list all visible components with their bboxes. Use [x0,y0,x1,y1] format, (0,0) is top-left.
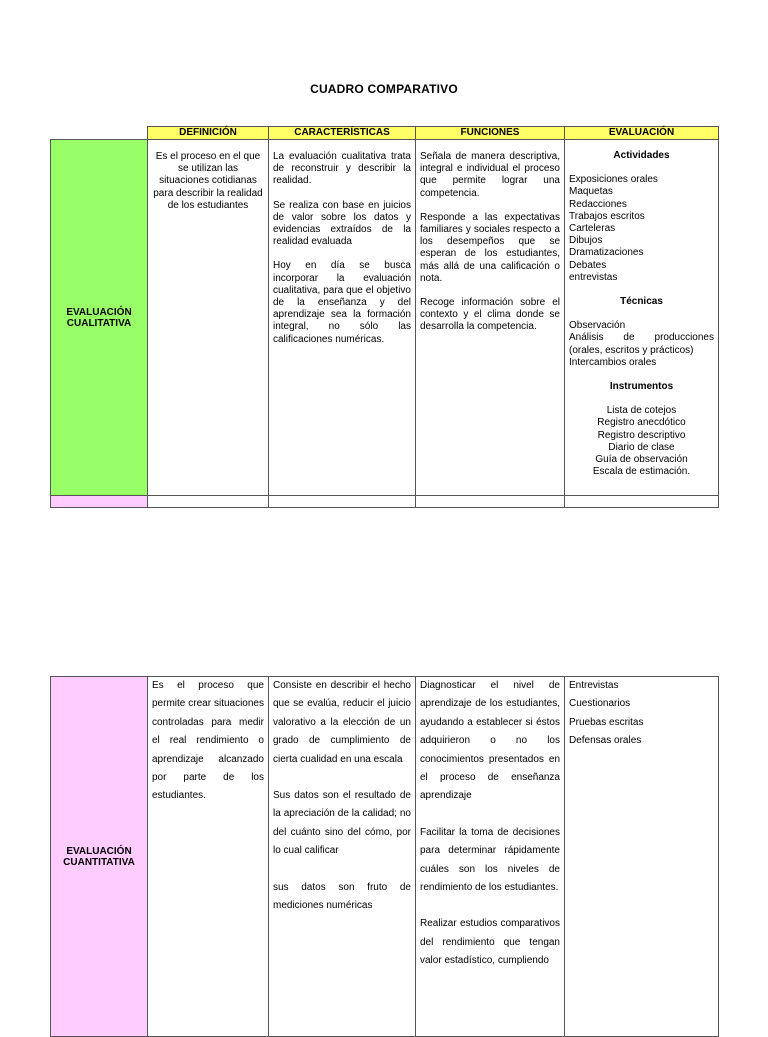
list-item: Lista de cotejos [606,405,677,417]
row-label-line1: EVALUACIÓN [66,306,132,318]
funcion-item: Responde a las expectativas familiares y sociales respecto a los desempeños que se esperan de los estudiantes, más allá de una calificación o nota. [420,211,560,284]
header-funciones: FUNCIONES [416,127,565,140]
list-item: Escala de estimación. [592,466,691,478]
list-item: Pruebas escritas [569,716,644,728]
list-item: Entrevistas [569,680,619,691]
tecnicas-list [569,320,714,369]
empty-cell [269,496,416,508]
list-item: Guía de observación [595,454,688,466]
list-item: Diario de clase [608,441,675,453]
caracteristica-item: Se realiza con base en juicios de valor sobre los datos y evidencias extraídos de la realidad evaluada [273,199,411,248]
cell-funciones-cuantitativa [416,677,565,1037]
list-item: Redacciones [569,198,627,210]
actividades-title: Actividades [613,150,670,161]
cell-caracteristicas-cuantitativa [269,677,416,1037]
funcion-item: Diagnosticar el nivel de aprendizaje de los estudiantes, ayudando a establecer si éstos adquirieron o no los conocimientos presentados en el proceso de enseñanza aprendizaje [420,680,560,802]
list-item: Exposiciones orales [569,174,658,186]
funcion-item: Recoge información sobre el contexto y el clima donde se desarrolla la competencia. [420,297,560,333]
row-cualitativa [51,140,719,496]
document-title: CUADRO COMPARATIVO [310,82,458,96]
caracteristica-item: Hoy en día se busca incorporar la evaluación cualitativa, para que el objetivo de la enseñanza y del aprendizaje sea la formación integral, no sólo las calificaciones numéricas. [273,260,411,345]
cell-definicion-cualitativa [148,140,269,496]
empty-cell [416,496,565,508]
list-item: Intercambios orales [569,356,657,368]
list-item: Cuestionarios [569,698,631,710]
definicion-text: Es el proceso en el que se utilizan las situaciones cotidianas para describir la realidad de los estudiantes [153,151,263,211]
header-caracteristicas: CARACTERÍSTICAS [269,127,416,140]
empty-cell-pink [51,496,148,508]
tecnicas-title: Técnicas [620,296,663,308]
caracteristica-item: sus datos son fruto de mediciones numéricas [273,881,411,912]
instrumentos-title: Instrumentos [609,381,674,393]
empty-cell [565,496,719,508]
list-item: Carteleras [569,223,616,235]
list-item: Dibujos [569,235,603,247]
header-definicion: DEFINICIÓN [148,127,269,140]
caracteristica-item: Consiste en describir el hecho que se evalúa, reducir el juicio valorativo a la elección de un grado de cumplimiento de cierta cualidad en una escala [273,680,411,765]
header-blank [51,127,148,140]
row-label-cualitativa [51,140,148,496]
header-evaluacion: EVALUACIÓN [565,127,719,140]
funcion-item: Señala de manera descriptiva, integral e individual el proceso que permite lograr una competencia. [420,151,560,199]
row-label-line2: CUALITATIVA [66,317,132,329]
list-item: Análisis de producciones (orales, escritos y prácticos) [569,332,714,356]
list-item: Debates [569,259,607,271]
row-label-line1: EVALUACIÓN [66,845,132,857]
list-item: Maquetas [569,186,613,198]
list-item: Trabajos escritos [569,210,645,222]
comparison-table-cualitativa [50,126,719,508]
cell-caracteristicas-cualitativa [269,140,416,496]
list-item: entrevistas [569,271,618,283]
funcion-item: Facilitar la toma de decisiones para determinar rápidamente cuáles son los niveles de rendimiento de los estudiantes. [420,826,560,894]
comparison-table-cuantitativa [50,676,719,1037]
list-item: Registro descriptivo [597,429,686,441]
empty-cell [148,496,269,508]
caracteristica-item: La evaluación cualitativa trata de reconstruir y describir la realidad. [273,151,411,187]
row-label-cuantitativa [51,677,148,1037]
list-item: Observación [569,320,626,332]
row-label-line2: CUANTITATIVA [63,856,135,868]
cell-definicion-cuantitativa [148,677,269,1037]
cell-evaluacion-cuantitativa [565,677,719,1037]
list-item: Defensas orales [569,735,642,747]
cell-funciones-cualitativa [416,140,565,496]
definicion-text: Es el proceso que permite crear situaciones controladas para medir el real rendimiento o aprendizaje alcanzado por parte de los estudiantes. [152,680,264,802]
actividades-list [569,174,714,284]
instrumentos-list [569,405,714,478]
header-row [51,127,719,140]
empty-row [51,496,719,508]
list-item: Dramatizaciones [569,247,644,259]
list-item: Registro anecdótico [597,417,686,429]
cell-evaluacion-cualitativa [565,140,719,496]
caracteristica-item: Sus datos son el resultado de la apreciación de la calidad; no del cuánto sino del cómo, por lo cual calificar [273,790,411,857]
funcion-item: Realizar estudios comparativos del rendimiento que tengan valor estadístico, cumpliendo [420,918,560,967]
row-cuantitativa [51,677,719,1037]
